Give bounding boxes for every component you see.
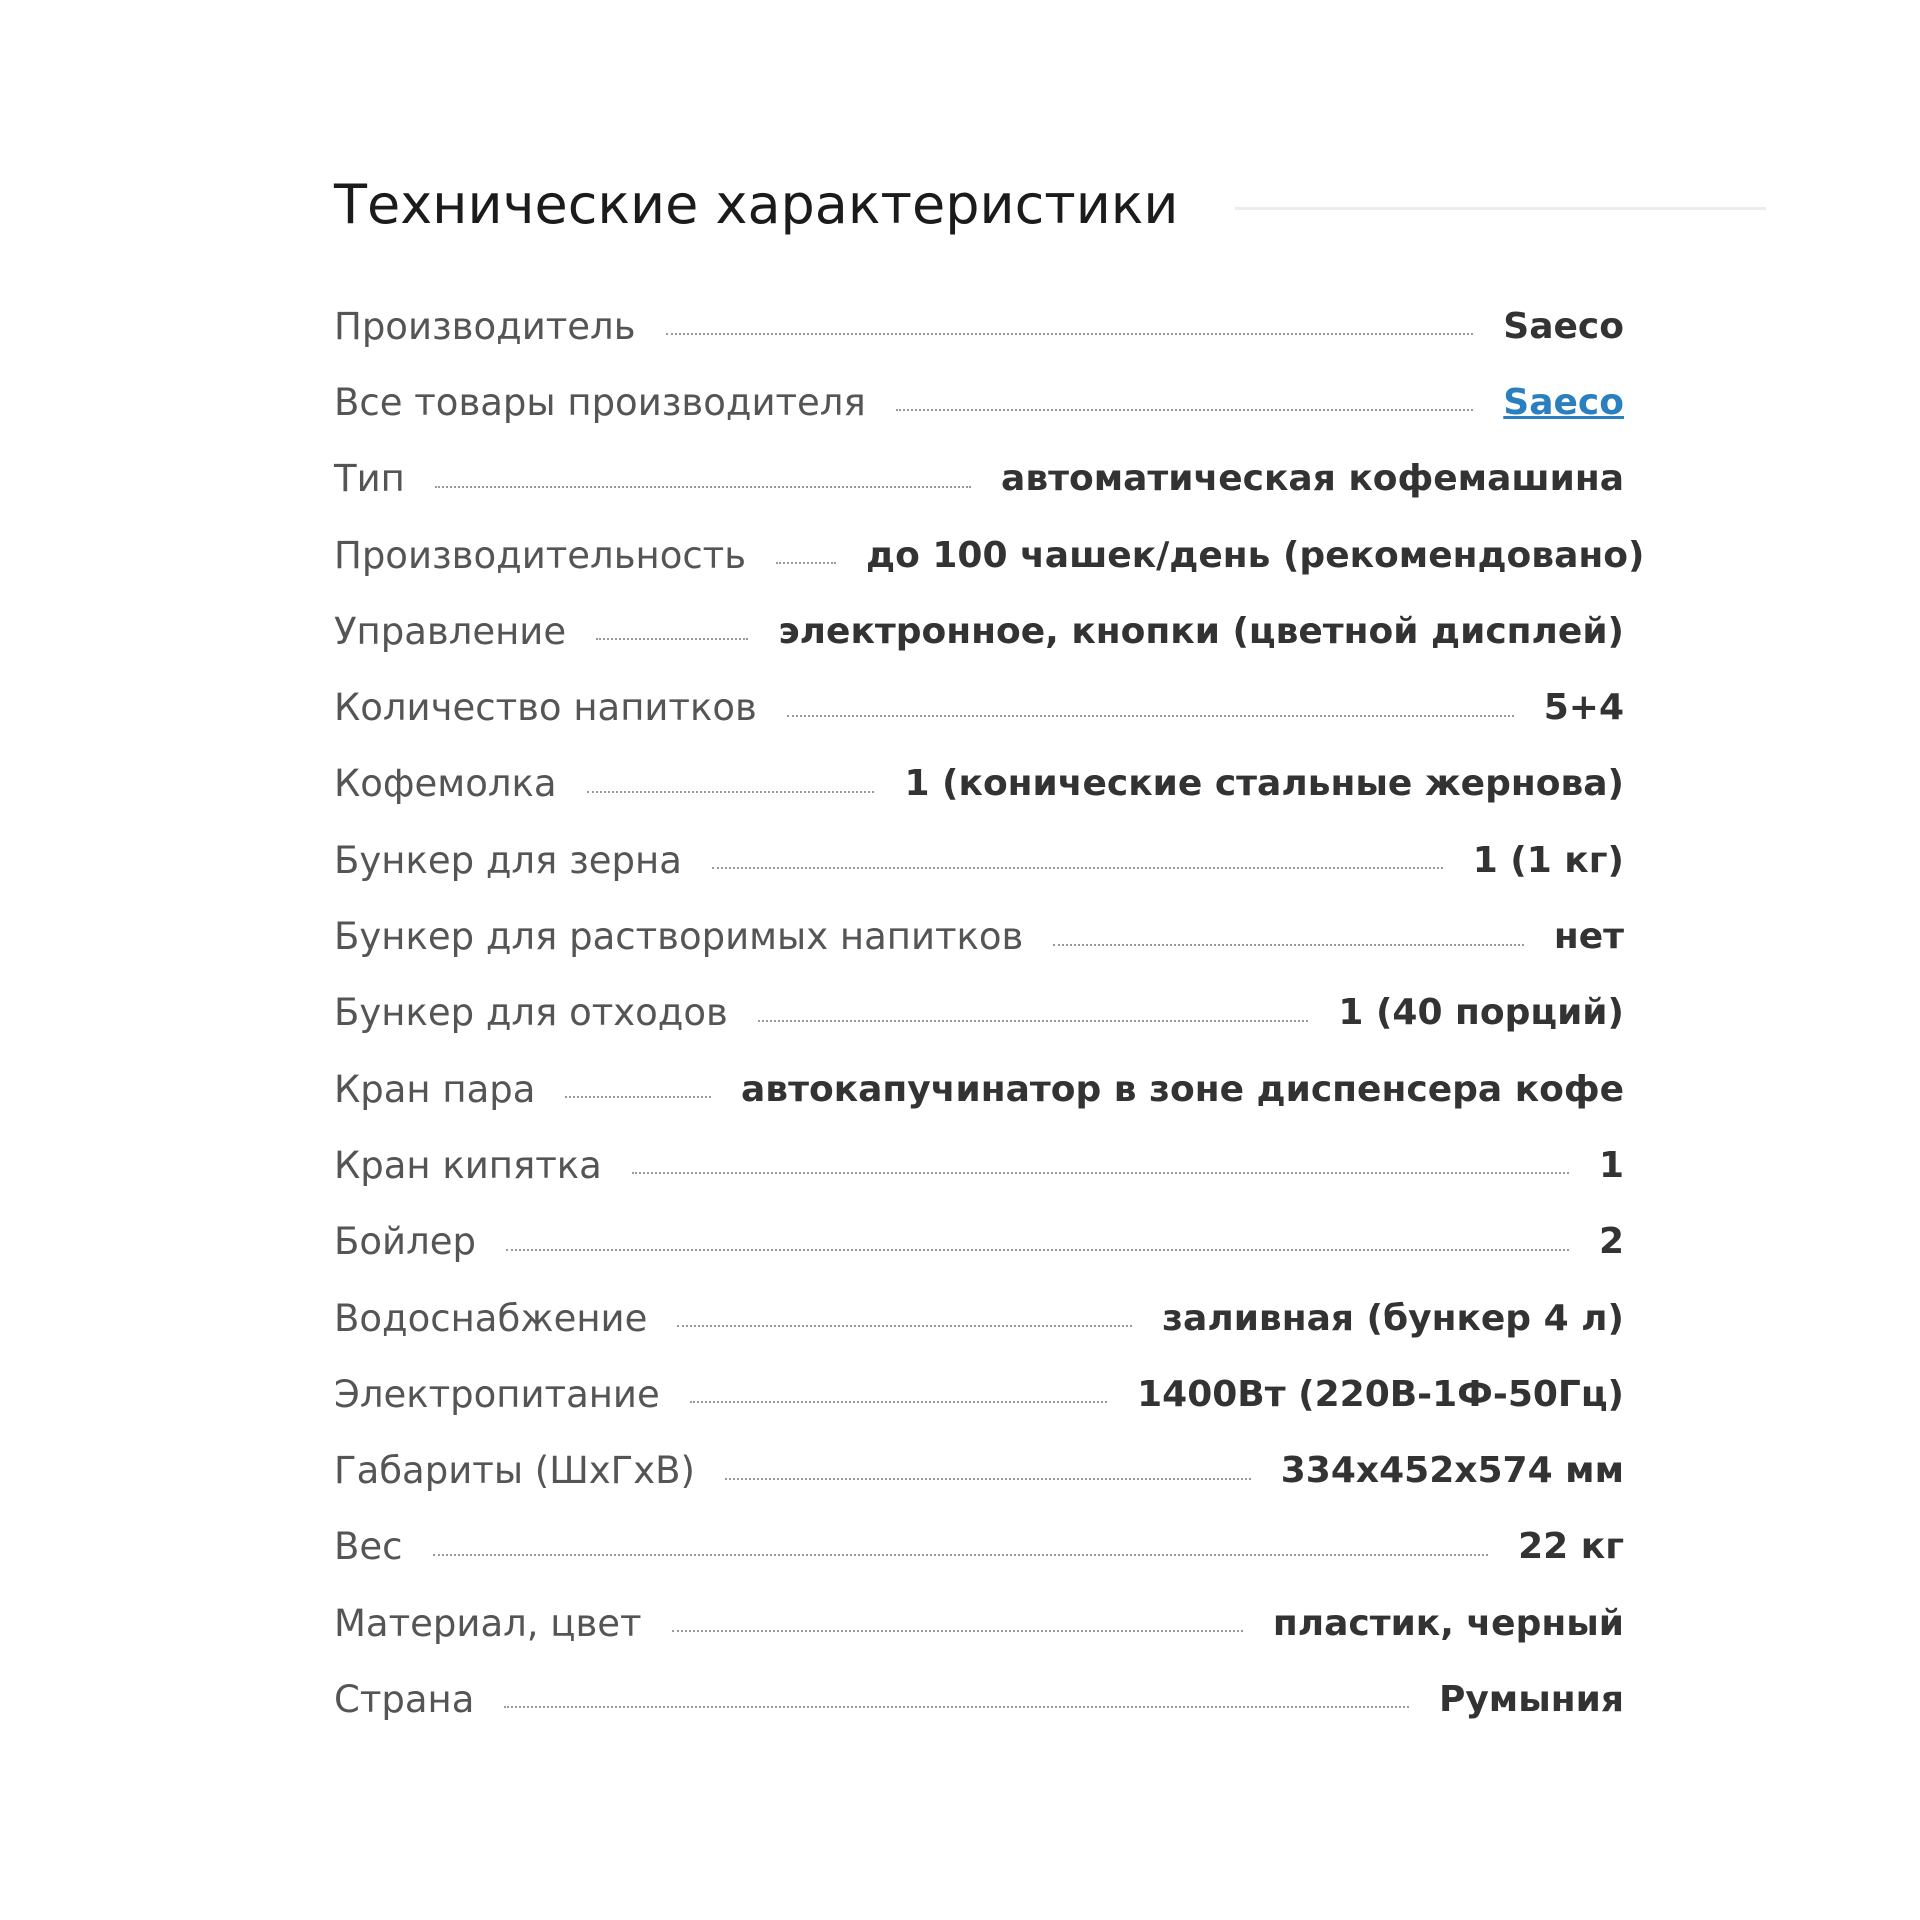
spec-label: Водоснабжение [334,1296,648,1340]
spec-label: Бойлер [334,1220,476,1264]
spec-value: 22 кг [1518,1526,1624,1568]
dotted-leader [433,1554,1489,1556]
spec-label: Кофемолка [334,762,557,806]
spec-value: 334x452x574 мм [1280,1450,1624,1492]
spec-value: нет [1553,916,1624,958]
dotted-leader [712,867,1443,869]
spec-label: Производительность [334,533,747,577]
dotted-leader [672,1630,1243,1632]
spec-row-hot-water-tap [334,1127,1624,1203]
section-title: Технические характеристики [334,172,1179,236]
spec-row-manufacturer [334,288,1624,364]
spec-value: 2 [1598,1221,1624,1263]
spec-label: Управление [334,609,567,653]
spec-row-waste-bin [334,975,1624,1051]
spec-value: до 100 чашек/день (рекомендовано) [866,534,1645,576]
spec-value: 1 (40 порций) [1338,992,1624,1034]
spec-label: Кран кипятка [334,1143,602,1187]
spec-row-power [334,1356,1624,1432]
spec-label: Все товары производителя [334,380,866,424]
spec-value: электронное, кнопки (цветной дисплей) [778,610,1624,652]
spec-row-drinks-count [334,669,1624,745]
spec-row-performance [334,517,1645,593]
dotted-leader [787,715,1514,717]
dotted-leader [632,1172,1569,1174]
heading-divider [1235,207,1766,210]
spec-row-steam-tap [334,1051,1624,1127]
dotted-leader [435,486,971,488]
dotted-leader [506,1249,1569,1251]
dotted-leader [596,638,748,640]
dotted-leader [776,562,836,564]
spec-label: Материал, цвет [334,1601,642,1645]
dotted-leader [1053,944,1524,946]
spec-row-country [334,1661,1624,1737]
dotted-leader [666,333,1474,335]
spec-value: автокапучинатор в зоне диспенсера кофе [741,1068,1624,1110]
spec-row-all-manufacturer-products [334,364,1624,440]
spec-label: Бункер для зерна [334,838,682,882]
dotted-leader [565,1096,711,1098]
spec-row-dimensions [334,1432,1624,1508]
spec-label: Вес [334,1525,403,1569]
spec-label: Страна [334,1677,475,1721]
spec-row-instant-hopper [334,898,1624,974]
spec-value: Румыния [1438,1678,1624,1720]
spec-row-control [334,593,1624,669]
spec-label: Электропитание [334,1372,660,1416]
manufacturer-products-link[interactable]: Saeco [1503,381,1624,423]
dotted-leader [690,1401,1107,1403]
spec-value: 1400Вт (220В-1Ф-50Гц) [1137,1373,1624,1415]
spec-row-boiler [334,1204,1624,1280]
spec-label: Бункер для растворимых напитков [334,915,1024,959]
spec-value: Saeco [1503,305,1624,347]
spec-label: Количество напитков [334,686,757,730]
spec-label: Кран пара [334,1067,536,1111]
spec-row-grinder [334,746,1624,822]
heading-row [334,160,1766,248]
spec-value: 1 [1598,1144,1624,1186]
spec-label: Производитель [334,304,636,348]
spec-value: 1 (конические стальные жернова) [904,763,1624,805]
dotted-leader [896,409,1474,411]
dotted-leader [504,1706,1409,1708]
spec-label: Бункер для отходов [334,991,728,1035]
spec-value: 1 (1 кг) [1472,839,1624,881]
spec-label: Габариты (ШхГхВ) [334,1449,695,1493]
dotted-leader [725,1478,1251,1480]
spec-row-bean-hopper [334,822,1624,898]
spec-value: заливная (бункер 4 л) [1162,1297,1624,1339]
specifications-section [334,160,1766,1738]
spec-row-weight [334,1509,1624,1585]
spec-value: пластик, черный [1272,1602,1624,1644]
spec-row-type [334,441,1624,517]
dotted-leader [587,791,875,793]
spec-value: автоматическая кофемашина [1001,458,1624,500]
spec-row-water-supply [334,1280,1624,1356]
spec-row-material-color [334,1585,1624,1661]
dotted-leader [758,1020,1309,1022]
dotted-leader [677,1325,1132,1327]
spec-value: 5+4 [1543,687,1624,729]
spec-label: Тип [334,457,405,501]
